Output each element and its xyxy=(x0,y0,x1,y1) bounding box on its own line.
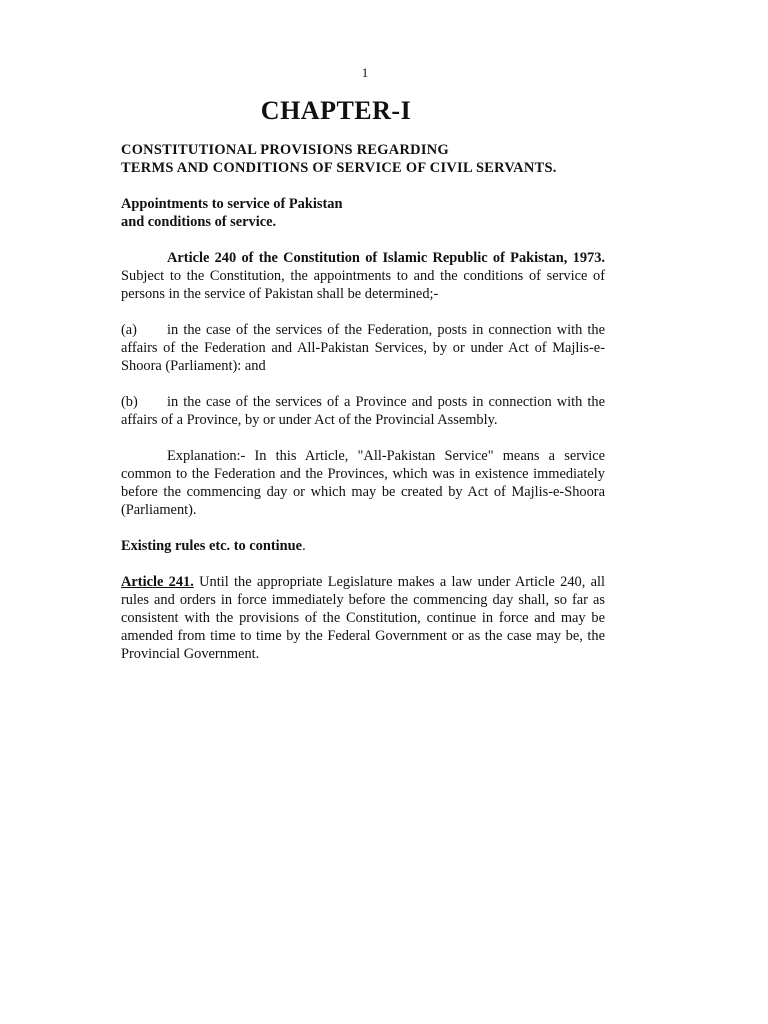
clause-b-marker: (b) xyxy=(121,394,138,410)
section-heading-existing-rules xyxy=(121,537,605,555)
article-240-paragraph xyxy=(121,249,605,303)
section-heading-line-2: and conditions of service. xyxy=(121,214,277,230)
main-heading-line-2: TERMS AND CONDITIONS OF SERVICE OF CIVIL SERVANTS. xyxy=(121,160,557,176)
section-heading-line-1: Appointments to service of Pakistan xyxy=(121,196,343,212)
existing-rules-heading-tail: . xyxy=(302,538,306,554)
main-heading xyxy=(121,141,605,177)
article-241-text: Until the appropriate Legislature makes a law under Article 240, all rules and orders in force immediately before the commencing day shall, so far as consistent with the provisions of the Constitution, continue in force and may be amended from time to time by the Federal Government or as the case may be, the Provincial Government. xyxy=(121,574,605,662)
clause-a-paragraph xyxy=(121,321,605,375)
clause-b-paragraph xyxy=(121,393,605,429)
explanation-text: In this Article, "All-Pakistan Service" means a service common to the Federation and the Provinces, which was in existence immediately before the commencing day or which may be created by Act of Majlis-e-Shoora (Parliament). xyxy=(121,448,605,518)
main-heading-line-1: CONSTITUTIONAL PROVISIONS REGARDING xyxy=(121,142,449,158)
article-241-paragraph xyxy=(121,573,605,663)
explanation-paragraph xyxy=(121,447,605,519)
page-number: 1 xyxy=(361,65,369,80)
explanation-label: Explanation:- xyxy=(167,448,246,464)
existing-rules-heading: Existing rules etc. to continue xyxy=(121,538,303,554)
clause-a-text: in the case of the services of the Federation, posts in connection with the affairs of the Federation and All-Pakistan Services, by or under Act of Majlis-e-Shoora (Parliament): and xyxy=(121,322,605,374)
section-heading-appointments xyxy=(121,195,605,231)
clause-a-marker: (a) xyxy=(121,322,137,338)
chapter-title: CHAPTER-I xyxy=(260,96,412,125)
clause-b-text: in the case of the services of a Province and posts in connection with the affairs of a Province, by or under Act of the Provincial Assembly. xyxy=(121,394,605,428)
article-240-text: Subject to the Constitution, the appointments to and the conditions of service of persons in the service of Pakistan shall be determined;- xyxy=(121,268,605,302)
article-240-reference: Article 240 of the Constitution of Islamic Republic of Pakistan, 1973. xyxy=(167,250,605,266)
article-241-reference: Article 241. xyxy=(121,574,194,590)
document-body xyxy=(121,141,605,663)
